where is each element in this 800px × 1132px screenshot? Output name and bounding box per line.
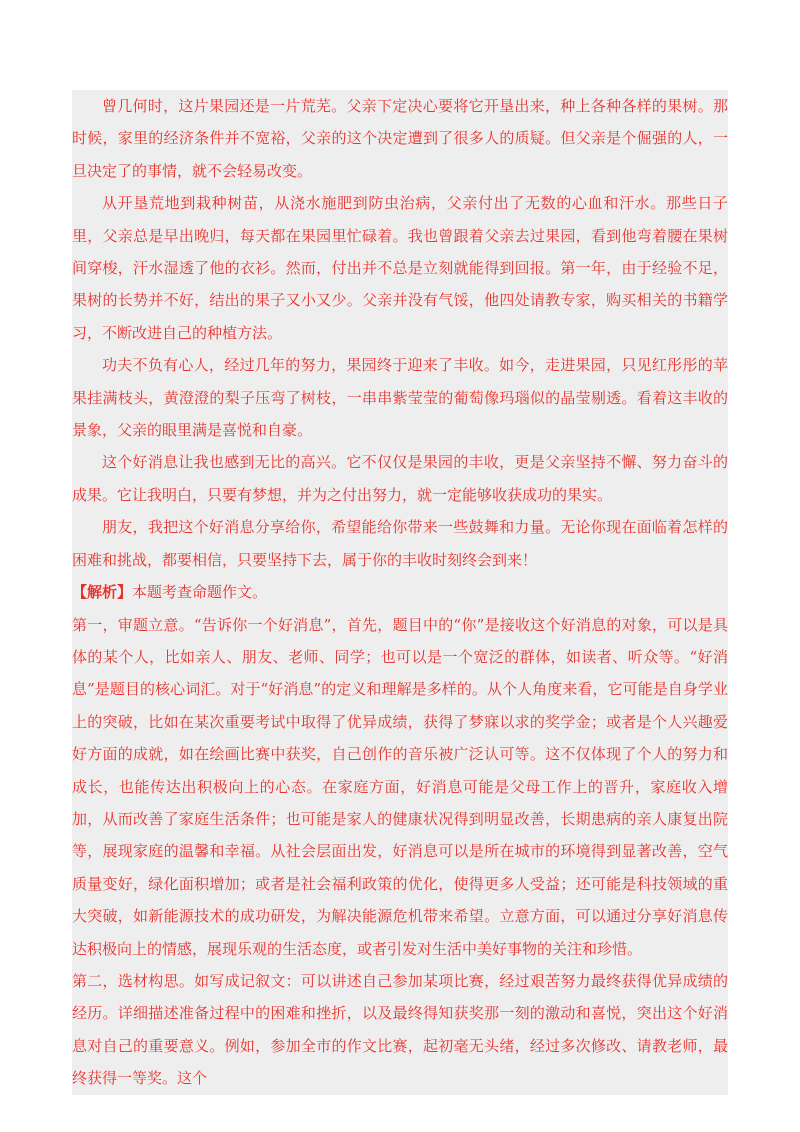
essay-paragraph-4: 这个好消息让我也感到无比的高兴。它不仅仅是果园的丰收，更是父亲坚持不懈、努力奋斗的成果。它让我明白，只要有梦想，并为之付出努力，就一定能够收获成功的果实。 — [72, 453, 728, 504]
analysis-label: 【解析】 — [72, 583, 133, 602]
analysis-intro: 本题考查命题作文。 — [132, 583, 268, 602]
analysis-section — [72, 576, 728, 1095]
essay-paragraph-5: 朋友，我把这个好消息分享给你，希望能给你带来一些鼓舞和力量。无论你现在面临着怎样的困难和挑战，都要相信，只要坚持下去，属于你的丰收时刻终会到来！ — [72, 518, 728, 569]
essay-paragraph-2: 从开垦荒地到栽种树苗，从浇水施肥到防虫治病，父亲付出了无数的心血和汗水。那些日子里，父亲总是早出晚归，每天都在果园里忙碌着。我也曾跟着父亲去过果园，看到他弯着腰在果树间穿梭，汗水湿透了他的衣衫。然而，付出并不总是立刻就能得到回报。第一年，由于经验不足，果树的长势并不好，结出的果子又小又少。父亲并没有气馁，他四处请教专家，购买相关的书籍学习，不断改进自己的种植方法。 — [72, 194, 728, 342]
essay-paragraph-1: 曾几何时，这片果园还是一片荒芜。父亲下定决心要将它开垦出来，种上各种各样的果树。那时候，家里的经济条件并不宽裕，父亲的这个决定遭到了很多人的质疑。但父亲是个倔强的人，一旦决定了的事情，就不会轻易改变。 — [72, 97, 728, 180]
analysis-point-1: 第一，审题立意。“告诉你一个好消息”，首先，题目中的“你”是接收这个好消息的对象，可以是具体的某个人，比如亲人、朋友、老师、同学；也可以是一个宽泛的群体，如读者、听众等。“好消息”是题目的核心词汇。对于“好消息”的定义和理解是多样的。从个人角度来看，它可能是自身学业上的突破，比如在某次重要考试中取得了优异成绩，获得了梦寐以求的奖学金；或者是个人兴趣爱好方面的成就，如在绘画比赛中获奖，自己创作的音乐被广泛认可等。这不仅体现了个人的努力和成长，也能传达出积极向上的心态。在家庭方面，好消息可能是父母工作上的晋升，家庭收入增加，从而改善了家庭生活条件；也可能是家人的健康状况得到明显改善，长期患病的亲人康复出院等，展现家庭的温馨和幸福。从社会层面出发，好消息可以是所在城市的环境得到显著改善，空气质量变好，绿化面积增加；或者是社会福利政策的优化，使得更多人受益；还可能是科技领域的重大突破，如新能源技术的成功研发，为解决能源危机带来希望。立意方面，可以通过分享好消息传达积极向上的情感，展现乐观的生活态度，或者引发对生活中美好事物的关注和珍惜。 — [72, 615, 728, 958]
essay-section — [72, 90, 728, 576]
analysis-point-2: 第二，选材构思。如写成记叙文：可以讲述自己参加某项比赛，经过艰苦努力最终获得优异成绩的经历。详细描述准备过程中的困难和挫折，以及最终得知获奖那一刻的激动和喜悦，突出这个好消息对自己的重要意义。例如，参加全市的作文比赛，起初毫无头绪，经过多次修改、请教老师，最终获得一等奖。这个 — [72, 971, 728, 1088]
essay-paragraph-3: 功夫不负有心人，经过几年的努力，果园终于迎来了丰收。如今，走进果园，只见红彤彤的苹果挂满枝头，黄澄澄的梨子压弯了树枝，一串串紫莹莹的葡萄像玛瑙似的晶莹剔透。看着这丰收的景象，父亲的眼里满是喜悦和自豪。 — [72, 356, 728, 440]
analysis-heading — [72, 576, 728, 608]
document-page — [72, 90, 728, 1095]
